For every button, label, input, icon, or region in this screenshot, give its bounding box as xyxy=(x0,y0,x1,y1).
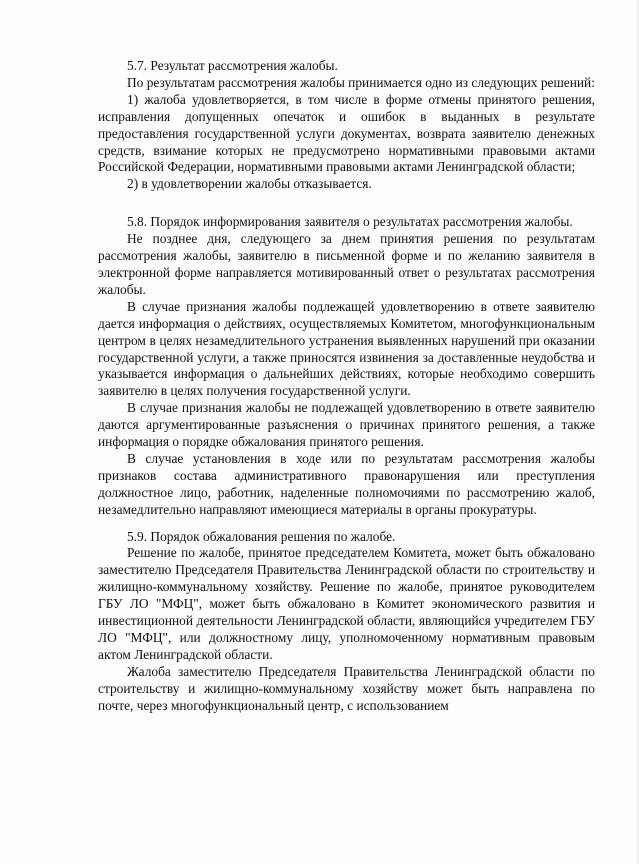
section-5-7-item-1: 1) жалоба удовлетворяется, в том числе в форме отмены принятого решения, исправления допущенных опечаток и ошибок в выданных в результате предоставления государственной услуги документах, возврата заявителю денежных средств, взимание которых не предусмотрено нормативными правовыми актами Российской Федерации, нормативными правовыми актами Ленинградской области; xyxy=(98,91,595,175)
section-5-8-paragraph-1: Не позднее дня, следующего за днем принятия решения по результатам рассмотрения жалобы, заявителю в письменной форме и по желанию заявителя в электронной форме направляется мотивированный ответ о результатах рассмотрения жалобы. xyxy=(98,231,595,297)
section-5-7-item-2: 2) в удовлетворении жалобы отказывается. xyxy=(127,176,372,192)
section-5-9-paragraph-2: Жалоба заместителю Председателя Правительства Ленинградской области по строительству и жилищно-коммунальному хозяйству может быть направлена по почте, через многофункциональный центр, с использованием xyxy=(98,663,595,713)
section-5-9-paragraph-1: Решение по жалобе, принятое председателем Комитета, может быть обжаловано заместителю Председателя Правительства Ленинградской области по строительству и жилищно-коммунальному хозяйству. Решение по жалобе, принятое руководителем ГБУ ЛО "МФЦ", может быть обжаловано в Комитет экономического развития и инвестиционной деятельности Ленинградской области, являющийся учредителем ГБУ ЛО "МФЦ", или должностному лицу, уполномоченному нормативным правовым актом Ленинградской области. xyxy=(98,545,595,662)
section-5-8-paragraph-4: В случае установления в ходе или по результатам рассмотрения жалобы признаков состава административного правонарушения или преступления должностное лицо, работник, наделенные полномочиями по рассмотрению жалоб, незамедлительно направляют имеющиеся материалы в органы прокуратуры. xyxy=(98,450,595,517)
section-5-8-heading: 5.8. Порядок информирования заявителя о результатах рассмотрения жалобы. xyxy=(127,214,573,230)
section-5-7-heading: 5.7. Результат рассмотрения жалобы. xyxy=(127,58,338,73)
document-body xyxy=(98,58,595,715)
section-spacer xyxy=(98,519,595,529)
section-5-7-intro: По результатам рассмотрения жалобы принимается одно из следующих решений: xyxy=(127,74,595,90)
section-5-8-paragraph-3: В случае признания жалобы не подлежащей удовлетворению в ответе заявителю даются аргументированные разъяснения о причинах принятого решения, а также информация о порядке обжалования принятого решения. xyxy=(98,400,595,450)
section-5-8-paragraph-2: В случае признания жалобы подлежащей удовлетворению в ответе заявителю дается информация о действиях, осуществляемых Комитетом, многофункциональным центром в целях незамедлительного устранения выявленных нарушений при оказании государственной услуги, а также приносятся извинения за доставленные неудобства и указывается информация о дальнейших действиях, которые необходимо совершить заявителю в целях получения государственной услуги. xyxy=(98,298,595,399)
section-spacer xyxy=(98,193,595,214)
section-5-9-heading: 5.9. Порядок обжалования решения по жалобе. xyxy=(127,528,396,544)
